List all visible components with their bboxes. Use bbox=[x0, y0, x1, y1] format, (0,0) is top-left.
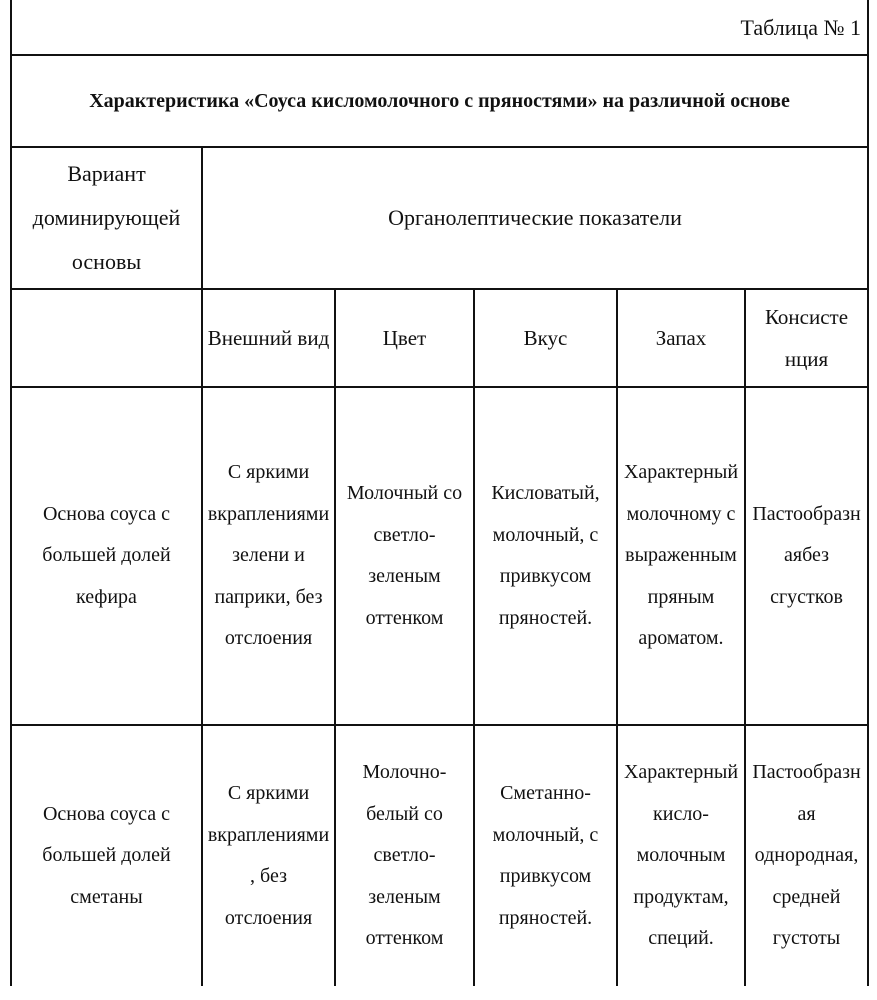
row-consistency: Пастообразнаябез сгустков bbox=[745, 387, 868, 725]
header-organoleptic: Органолептические показатели bbox=[202, 147, 868, 289]
row-appearance: С яркими вкраплениями зелени и паприки, без отслоения bbox=[202, 387, 335, 725]
row-color: Молочно-белый со светло-зеленым оттенком bbox=[335, 725, 474, 986]
row-smell: Характерный кисло-молочным продуктам, специй. bbox=[617, 725, 745, 986]
table-header-row bbox=[11, 147, 868, 289]
column-header-appearance: Внешний вид bbox=[202, 289, 335, 387]
column-header-row bbox=[11, 289, 868, 387]
row-taste: Сметанно-молочный, с привкусом пряностей. bbox=[474, 725, 617, 986]
column-header-color: Цвет bbox=[335, 289, 474, 387]
table-number: Таблица № 1 bbox=[11, 0, 868, 55]
table-title-row bbox=[11, 55, 868, 147]
column-header-smell: Запах bbox=[617, 289, 745, 387]
row-smell: Характерный молочному с выраженным пряным ароматом. bbox=[617, 387, 745, 725]
table-row bbox=[11, 725, 868, 986]
table-number-row bbox=[11, 0, 868, 55]
table-row bbox=[11, 387, 868, 725]
row-appearance: С яркими вкраплениями, без отслоения bbox=[202, 725, 335, 986]
column-header-empty bbox=[11, 289, 202, 387]
row-consistency: Пастообразная однородная, средней густоты bbox=[745, 725, 868, 986]
column-header-consistency: Консисте нция bbox=[745, 289, 868, 387]
column-header-taste: Вкус bbox=[474, 289, 617, 387]
row-base: Основа соуса с большей долей сметаны bbox=[11, 725, 202, 986]
row-color: Молочный со светло-зеленым оттенком bbox=[335, 387, 474, 725]
row-taste: Кисловатый, молочный, с привкусом пряностей. bbox=[474, 387, 617, 725]
characteristics-table bbox=[10, 0, 869, 986]
header-variant: Вариант доминирующей основы bbox=[11, 147, 202, 289]
table-title: Характеристика «Соуса кисломолочного с пряностями» на различной основе bbox=[11, 55, 868, 147]
row-base: Основа соуса с большей долей кефира bbox=[11, 387, 202, 725]
